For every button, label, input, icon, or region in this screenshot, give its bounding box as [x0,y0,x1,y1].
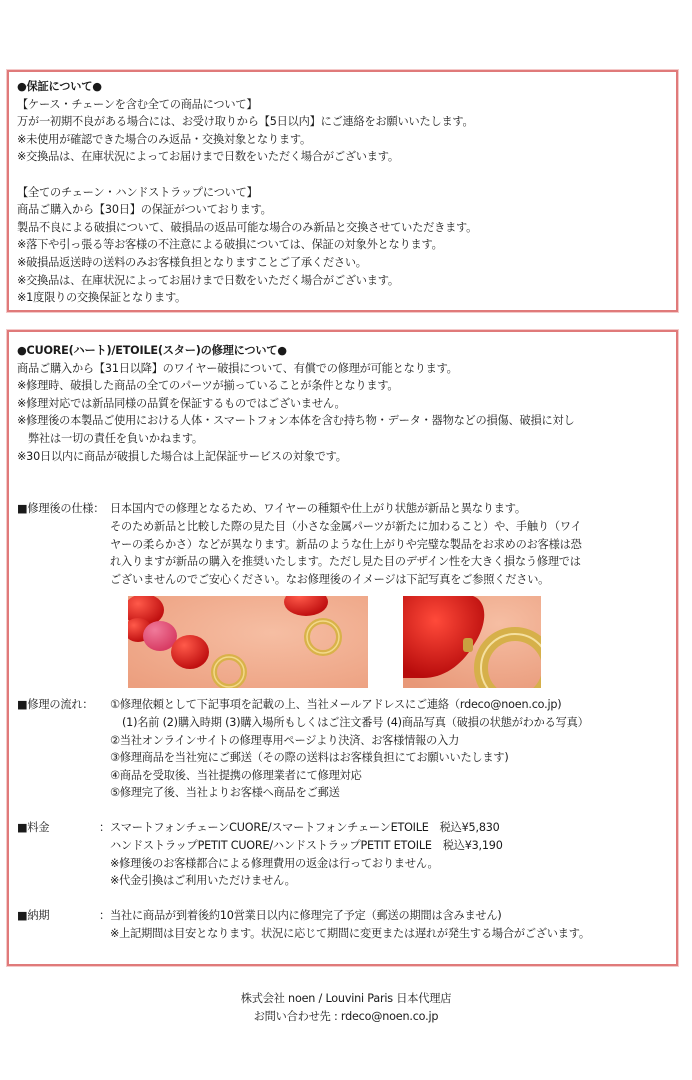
warranty-section2-line: ※交換品は、在庫状況によってお届けまで日数をいただく場合がございます。 [17,273,399,287]
repair-spec-line: そのため新品と比較した際の見た目（小さな金属パーツが新たに加わること）や、手触り（ワイ [110,519,582,533]
warranty-section2-line: 商品ご購入から【30日】の保証がついております。 [17,203,272,217]
heart-chain-image [128,596,368,688]
repair-flow-step: (1)名前 (2)購入時期 (3)購入場所もしくはご注文番号 (4)商品写真（破損の状態がわかる写真） [122,715,589,729]
warranty-box [7,70,678,312]
repair-flow-step: ③修理商品を当社宛にご郵送（その際の送料はお客様負担にてお願いいたします) [110,751,509,765]
repair-price-line: ハンドストラップPETIT CUORE/ハンドストラップPETIT ETOILE 税込¥3,190 [110,839,503,853]
repair-delivery-label: ■納期 [17,909,50,923]
repair-spec-line: ございませんのでご安心ください。なお修理後のイメージは下記写真をご参照ください。 [110,572,550,586]
repair-flow-step: ②当社オンラインサイトの修理専用ページより決済、お客様情報の入力 [110,733,460,747]
repair-intro-line: ※修理後の本製品ご使用における人体・スマートフォン本体を含む持ち物・データ・器物などの損傷、破損に対し [17,414,575,428]
repair-photo-wide [128,596,368,688]
repair-spec-line: れ入りますが新品の購入を推奨いたします。ただし見た目のデザイン性を大きく損なう修理では [110,555,581,569]
repair-flow-section [17,696,676,802]
repair-price-line: ※代金引換はご利用いただけません。 [110,874,296,888]
repair-spec-line: 日本国内での修理となるため、ワイヤーの種類や仕上がり状態が新品と異なります。 [110,502,526,516]
spacer [17,890,676,908]
spacer [17,802,676,820]
repair-flow-step: ⑤修理完了後、当社よりお客様へ商品をご郵送 [110,786,340,800]
repair-title: ●CUORE(ハート)/ETOILE(スター)の修理について● [17,344,287,357]
repair-intro-line: ※修理時、破損した商品の全てのパーツが揃っていることが条件となります。 [17,379,399,393]
repair-spec-line: ヤーの柔らかさ）などが異なります。新品のような仕上がりや完璧な製品をお求めのお客様は恐 [110,537,582,551]
warranty-title: ●保証について● [17,80,102,93]
repair-flow-step: ④商品を受取後、当社提携の修理業者にて修理対応 [110,768,362,782]
warranty-section2-line: ※1度限りの交換保証となります。 [17,291,187,305]
repair-flow-step: ①修理依頼として下記事項を記載の上、当社メールアドレスにご連絡（rdeco@noen.co.jp) [110,698,562,712]
footer-company: 株式会社 noen / Louvini Paris 日本代理店 [240,992,452,1005]
repair-photos [17,596,676,696]
warranty-section1-line: ※未使用が確認できた場合のみ返品・交換対象となります。 [17,132,311,146]
repair-price-line: ※修理後のお客様都合による修理費用の返金は行っておりません。 [110,856,439,870]
warranty-section2-line: 製品不良による破損について、破損品の返品可能な場合のみ新品と交換させていただきます。 [17,220,478,234]
heart-closeup-image [403,596,541,688]
repair-intro-line: 弊社は一切の責任を負いかねます。 [17,431,203,445]
repair-delivery-line: ※上記期間は目安となります。状況に応じて期間に変更または遅れが発生する場合がございます。 [110,927,590,941]
warranty-section1-line: ※交換品は、在庫状況によってお届けまで日数をいただく場合がございます。 [17,150,399,164]
warranty-section1-line: 万が一初期不良がある場合には、お受け取りから【5日以内】にご連絡をお願いいたします。 [17,115,474,129]
warranty-section1-heading: 【ケース・チェーンを含む全ての商品について】 [17,97,258,111]
warranty-section2-heading: 【全てのチェーン・ハンドストラップについて】 [17,185,258,199]
repair-delivery-line: ：当社に商品が到着後約10営業日以内に修理完了予定（郵送の期間は含みません) [99,909,502,923]
repair-delivery-section [17,907,676,942]
spacer [17,465,676,483]
repair-price-line: ：スマートフォンチェーンCUORE/スマートフォンチェーンETOILE 税込¥5,830 [99,821,500,835]
repair-intro-line: ※30日以内に商品が破損した場合は上記保証サービスの対象です。 [17,449,347,463]
repair-intro-line: 商品ご購入から【31日以降】のワイヤー破損について、有償での修理が可能となります。 [17,361,458,375]
repair-flow-label: ■修理の流れ： [17,698,94,712]
repair-spec-label: ■修理後の仕様： [17,502,105,516]
spacer [17,483,676,501]
spacer [17,166,676,184]
repair-intro-line: ※修理対応では新品同様の品質を保証するものではございません。 [17,396,346,410]
repair-box [7,330,678,966]
repair-photo-closeup [403,596,541,688]
footer-contact: お問い合わせ先 : rdeco@noen.co.jp [253,1010,439,1023]
repair-price-section [17,819,676,889]
repair-price-label: ■料金 [17,821,50,835]
warranty-section2-line: ※破損品返送時の送料のみお客様負担となりますことご了承ください。 [17,255,367,269]
warranty-section2-line: ※落下や引っ張る等お客様の不注意による破損については、保証の対象外となります。 [17,238,443,252]
repair-spec-section [17,500,676,588]
